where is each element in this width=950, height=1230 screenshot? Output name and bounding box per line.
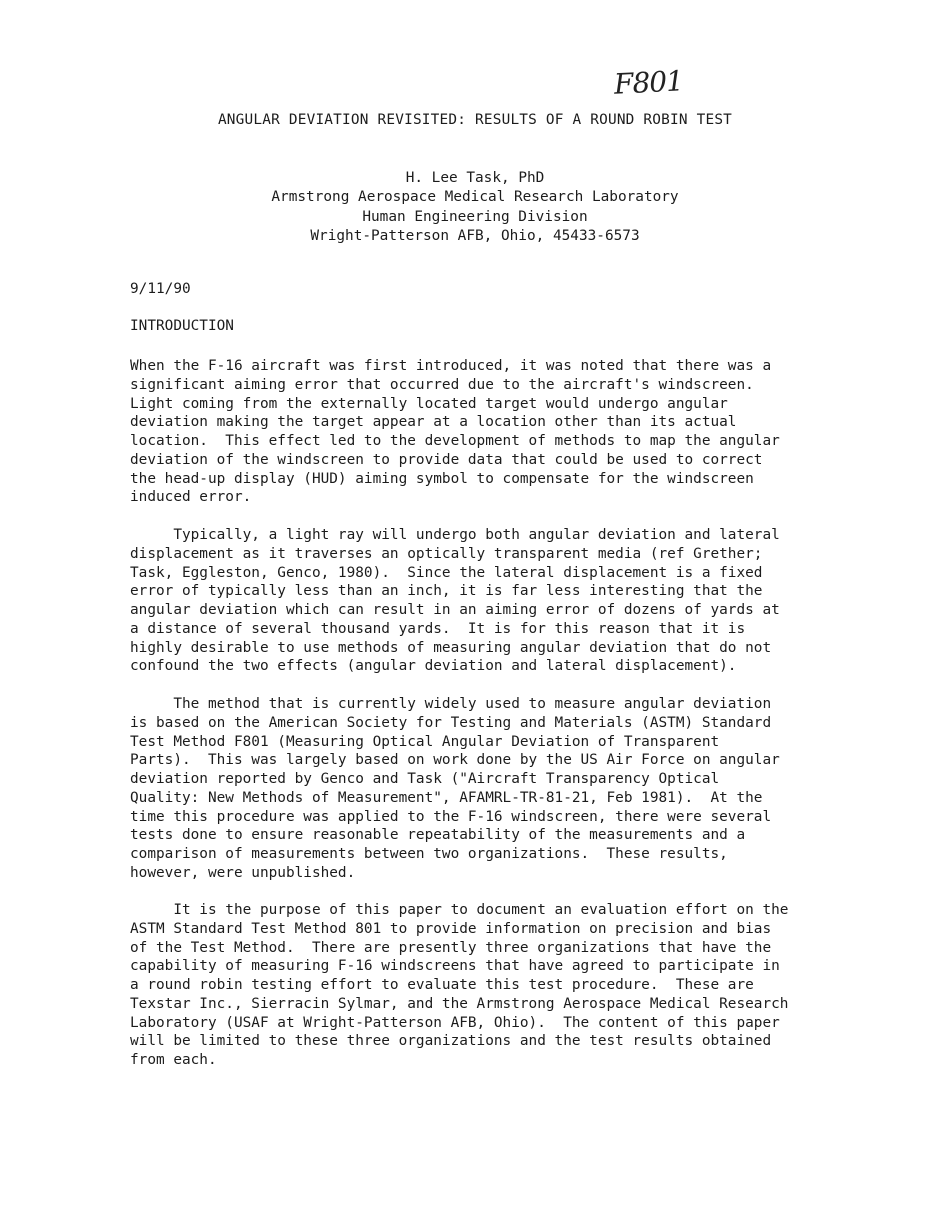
document-title: ANGULAR DEVIATION REVISITED: RESULTS OF A ROUND ROBIN TEST <box>217 112 733 128</box>
affiliation-line: Human Engineering Division <box>362 208 588 225</box>
document-date: 9/11/90 <box>130 281 191 297</box>
paragraph: The method that is currently widely used to measure angular deviation is based on the American Society for Testing and Materials (ASTM) Standard Test Method F801 (Measuring Optical Angular Deviation of Transparent Parts). This was largely based on work done by the US Air Force on angular deviation reported by Genco and Task ("Aircraft Transparency Optical Quality: New Methods of Measurement", AFAMRL-TR-81-21, Feb 1981). At the time this procedure was applied to the F-16 windscreen, there were several tests done to ensure reasonable repeatability of the measurements and a comparison of measurements between two organizations. These results, however, were unpublished. <box>130 696 780 881</box>
author-block <box>0 169 950 246</box>
affiliation-line: Armstrong Aerospace Medical Research Laboratory <box>271 189 679 206</box>
section-heading: INTRODUCTION <box>130 318 234 334</box>
handwritten-note: F801 <box>613 64 684 101</box>
affiliation-line: Wright-Patterson AFB, Ohio, 45433-6573 <box>310 227 640 244</box>
author-name: H. Lee Task, PhD <box>405 170 545 186</box>
paragraph: Typically, a light ray will undergo both angular deviation and lateral displacement as it traverses an optically transparent media (ref Grether; Task, Eggleston, Genco, 1980). Since the lateral displacement is a fixed error of typically less than an inch, it is far less interesting that the angular deviation which can result in an aiming error of dozens of yards at a distance of several thousand yards. It is for this reason that it is highly desirable to use methods of measuring angular deviation that do not confound the two effects (angular deviation and lateral displacement). <box>130 527 780 675</box>
paragraph: It is the purpose of this paper to document an evaluation effort on the ASTM Standard Test Method 801 to provide information on precision and bias of the Test Method. There are presently three organizations that have the capability of measuring F-16 windscreens that have agreed to participate in a round robin testing effort to evaluate this test procedure. These are Texstar Inc., Sierracin Sylmar, and the Armstrong Aerospace Medical Research Laboratory (USAF at Wright-Patterson AFB, Ohio). The content of this paper will be limited to these three organizations and the test results obtained from each. <box>130 902 789 1068</box>
paragraph: When the F-16 aircraft was first introduced, it was noted that there was a significant aiming error that occurred due to the aircraft's windscreen. Light coming from the externally located target would undergo angular deviation making the target appear at a location other than its actual location. This effect led to the development of methods to map the angular deviation of the windscreen to provide data that could be used to correct the head-up display (HUD) aiming symbol to compensate for the windscreen induced error. <box>130 358 780 506</box>
